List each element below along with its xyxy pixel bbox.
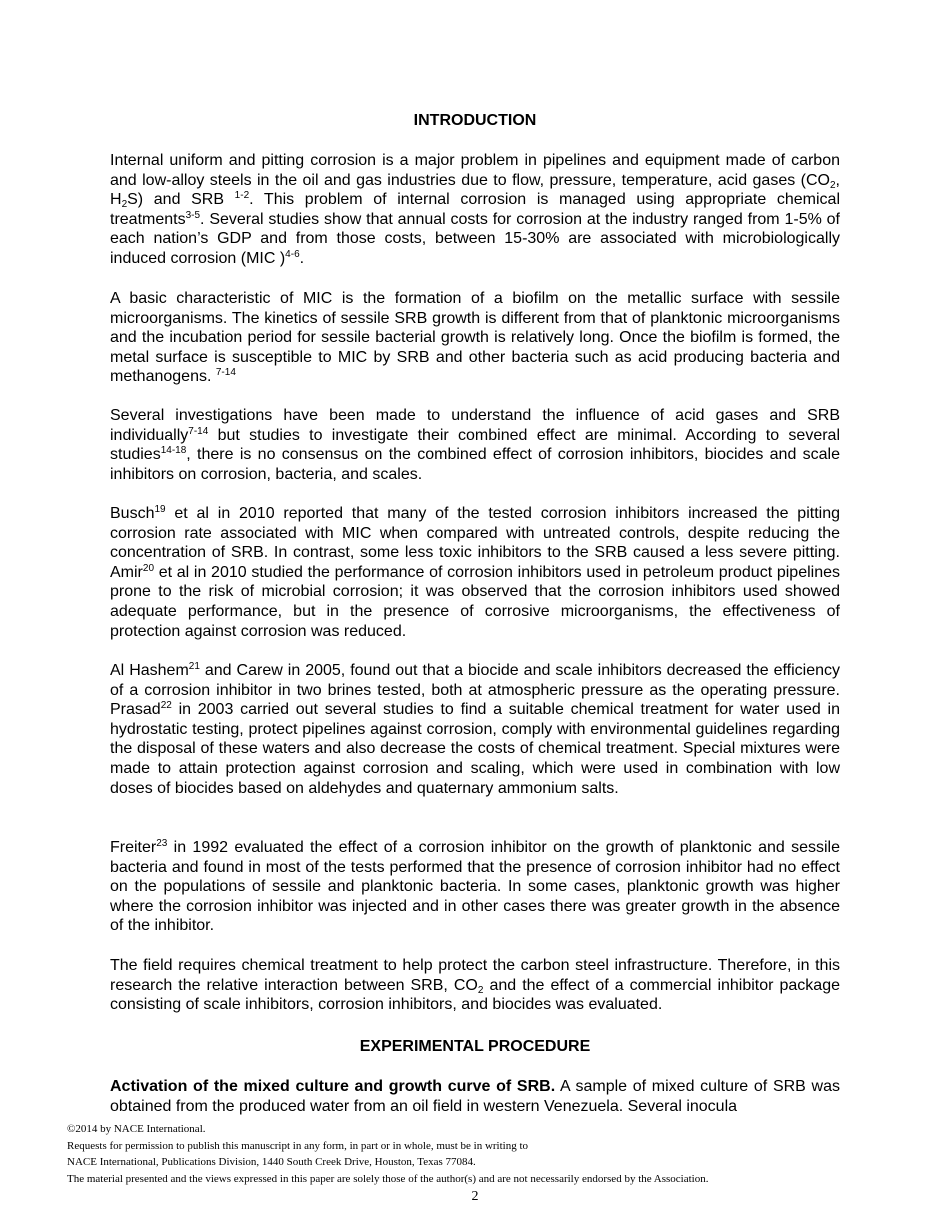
footer-copyright: ©2014 by NACE International. [67, 1123, 206, 1135]
paragraph-intro-7: The field requires chemical treatment to help protect the carbon steel infrastructure. Therefore, in this research the relative interaction between SRB, $CO_2$ and the effect of a commercial inhibitor package consisting of scale inhibitors, corrosion inhibitors, and biocides was evaluated. [110, 957, 840, 1014]
paragraph-intro-5: Al Hashem$^{21}$ and Carew in 2005, found out that a biocide and scale inhibitors decreased the efficiency of a corrosion inhibitor in two brines tested, both at atmospheric pressure as the operating pressure. Prasad$^{22}$ in 2003 carried out several studies to find a suitable chemical treatment for water used in hydrostatic testing, protect pipelines against corrosion, comply with environmental guidelines regarding the disposal of these waters and also decrease the costs of chemical treatment. Special mixtures were made to attain protection against corrosion and scaling, which were used in combination with low doses of biocides based on aldehydes and quaternary ammonium salts. [110, 661, 840, 797]
footer-disclaimer: The material presented and the views expressed in this paper are solely those of the author(s) and are not necessarily endorsed by the Association. [67, 1173, 709, 1186]
paragraph-intro-6: Freiter$^{23}$ in 1992 evaluated the effect of a corrosion inhibitor on the growth of planktonic and sessile bacteria and found in most of the tests performed that the presence of corrosion inhibitor had no effect on the populations of sessile and planktonic bacteria. In some cases, planktonic growth was higher where the corrosion inhibitor was injected and in other cases there was greater growth in the absence of the inhibitor. [110, 838, 840, 935]
page-number: 2 [471, 1189, 479, 1204]
paragraph-intro-1: Internal uniform and pitting corrosion is a major problem in pipelines and equipment made of carbon and low-alloy steels in the oil and gas industries due to flow, pressure, temperature, acid gases ($CO_2$, $H_2S$) and SRB $^{1-2}$. This problem of internal corrosion is managed using appropriate chemical treatments$^{3-5}$. Several studies show that annual costs for corrosion at the industry ranged from 1-5% of each nation’s GDP and from those costs, between 15-30% are associated with microbiologically induced corrosion (MIC )$^{4-6}$. [110, 152, 840, 267]
paragraph-experimental-1: Activation of the mixed culture and growth curve of SRB. A sample of mixed culture of SRB was obtained from the produced water from an oil field in western Venezuela. Several inocula [110, 1078, 841, 1115]
paragraph-intro-2: A basic characteristic of MIC is the formation of a biofilm on the metallic surface with sessile microorganisms. The kinetics of sessile SRB growth is different from that of planktonic microorganisms and the incubation period for sessile bacterial growth is relatively long. Once the biofilm is formed, the metal surface is susceptible to MIC by SRB and other bacteria such as acid producing bacteria and methanogens. $^{7-14}$ [110, 290, 840, 386]
paragraph-intro-4: Busch$^{19}$ et al in 2010 reported that many of the tested corrosion inhibitors increased the pitting corrosion rate associated with MIC when compared with untreated controls, despite reducing the concentration of SRB. In contrast, some less toxic inhibitors to the SRB caused a less severe pitting. Amir$^{20}$ et al in 2010 studied the performance of corrosion inhibitors used in petroleum product pipelines prone to the risk of microbial corrosion; it was observed that the corrosion inhibitors used showed adequate performance, but in the presence of corrosive microorganisms, the effectiveness of protection against corrosion was reduced. [110, 504, 840, 640]
footer-address: NACE International, Publications Division, 1440 South Creek Drive, Houston, Texas 77084. [67, 1156, 476, 1169]
introduction-heading: INTRODUCTION [413, 112, 537, 129]
paragraph-intro-3: Several investigations have been made to understand the influence of acid gases and SRB individually$^{7-14}$ but studies to investigate their combined effect are minimal. According to several studies$^{14-18}$, there is no consensus on the combined effect of corrosion inhibitors, biocides and scale inhibitors on corrosion, bacteria, and scales. [110, 407, 840, 483]
footer-permission: Requests for permission to publish this manuscript in any form, in part or in whole, must be in writing to [67, 1139, 529, 1152]
experimental-procedure-heading: EXPERIMENTAL PROCEDURE [359, 1038, 591, 1055]
copyright-footer [67, 1121, 927, 1188]
